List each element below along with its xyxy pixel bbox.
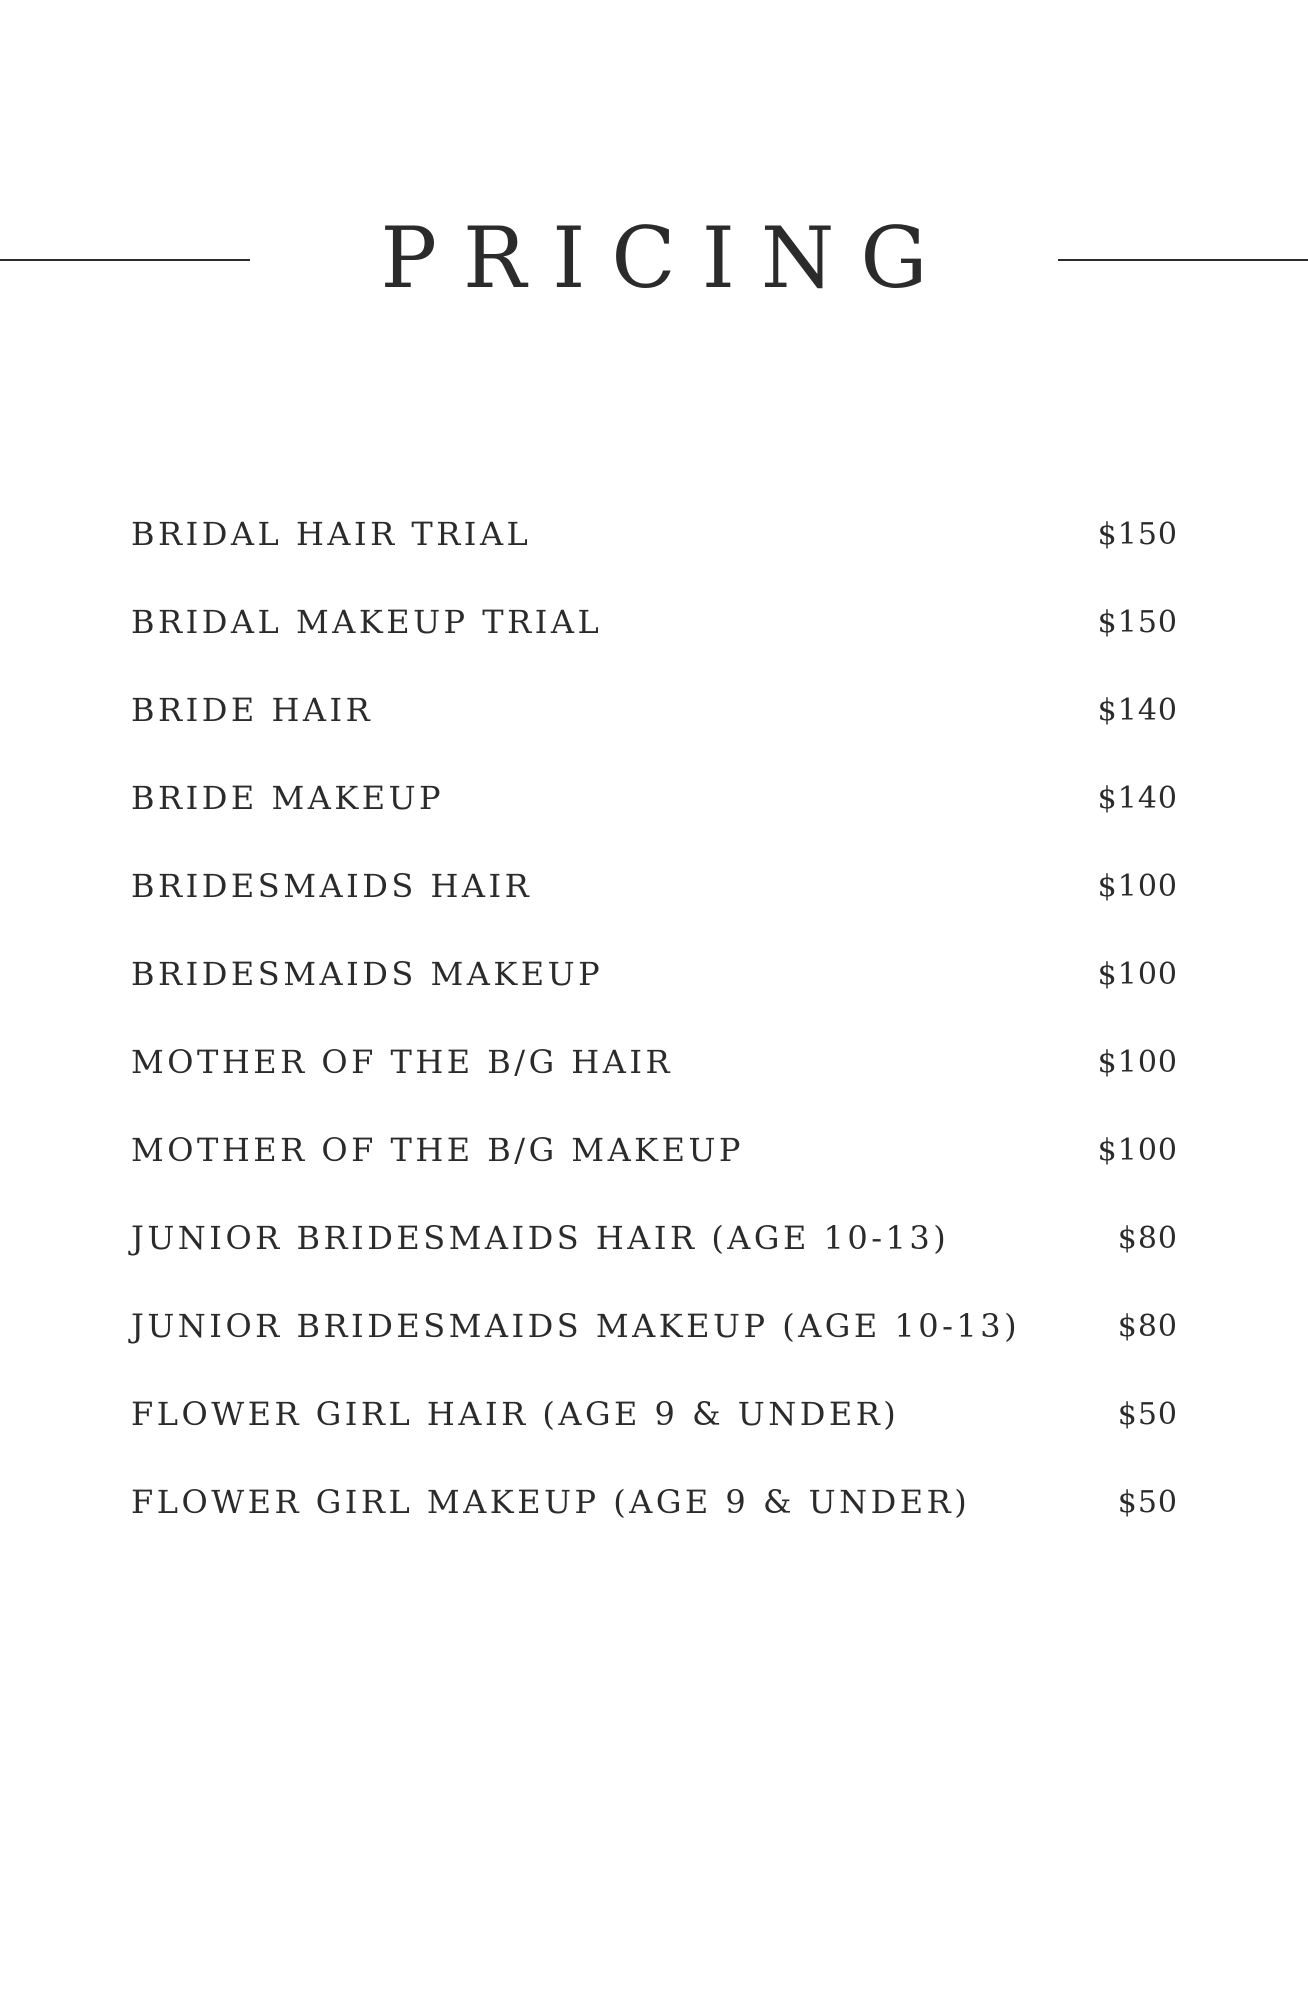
service-name: BRIDAL HAIR TRIAL — [131, 515, 532, 553]
service-price: $140 — [1097, 692, 1178, 728]
service-name: BRIDESMAIDS HAIR — [131, 867, 533, 905]
price-row — [131, 1282, 1178, 1370]
service-name: BRIDESMAIDS MAKEUP — [131, 955, 604, 993]
service-price: $140 — [1097, 780, 1178, 816]
service-price: $100 — [1097, 868, 1178, 904]
service-name: MOTHER OF THE B/G HAIR — [131, 1043, 674, 1081]
price-list — [131, 490, 1178, 1546]
title-rule-right — [1058, 259, 1308, 261]
price-row — [131, 930, 1178, 1018]
service-price: $100 — [1097, 956, 1178, 992]
service-price: $80 — [1117, 1220, 1178, 1256]
service-price: $100 — [1097, 1044, 1178, 1080]
service-price: $80 — [1117, 1308, 1178, 1344]
service-name: MOTHER OF THE B/G MAKEUP — [131, 1131, 744, 1169]
service-price: $50 — [1117, 1396, 1178, 1432]
service-price: $150 — [1097, 604, 1178, 640]
price-row — [131, 1018, 1178, 1106]
service-name: FLOWER GIRL MAKEUP (AGE 9 & UNDER) — [131, 1483, 971, 1521]
service-price: $150 — [1097, 516, 1178, 552]
service-name: BRIDE MAKEUP — [131, 779, 445, 817]
price-row — [131, 1370, 1178, 1458]
service-name: JUNIOR BRIDESMAIDS HAIR (AGE 10-13) — [131, 1219, 950, 1257]
price-row — [131, 754, 1178, 842]
price-row — [131, 666, 1178, 754]
page-title: PRICING — [380, 209, 954, 307]
price-row — [131, 1458, 1178, 1546]
price-row — [131, 578, 1178, 666]
price-row — [131, 490, 1178, 578]
service-name: BRIDAL MAKEUP TRIAL — [131, 603, 603, 641]
price-row — [131, 842, 1178, 930]
service-price: $50 — [1117, 1484, 1178, 1520]
price-row — [131, 1194, 1178, 1282]
service-name: FLOWER GIRL HAIR (AGE 9 & UNDER) — [131, 1395, 900, 1433]
service-name: BRIDE HAIR — [131, 691, 374, 729]
service-price: $100 — [1097, 1132, 1178, 1168]
price-row — [131, 1106, 1178, 1194]
service-name: JUNIOR BRIDESMAIDS MAKEUP (AGE 10-13) — [131, 1307, 1021, 1345]
